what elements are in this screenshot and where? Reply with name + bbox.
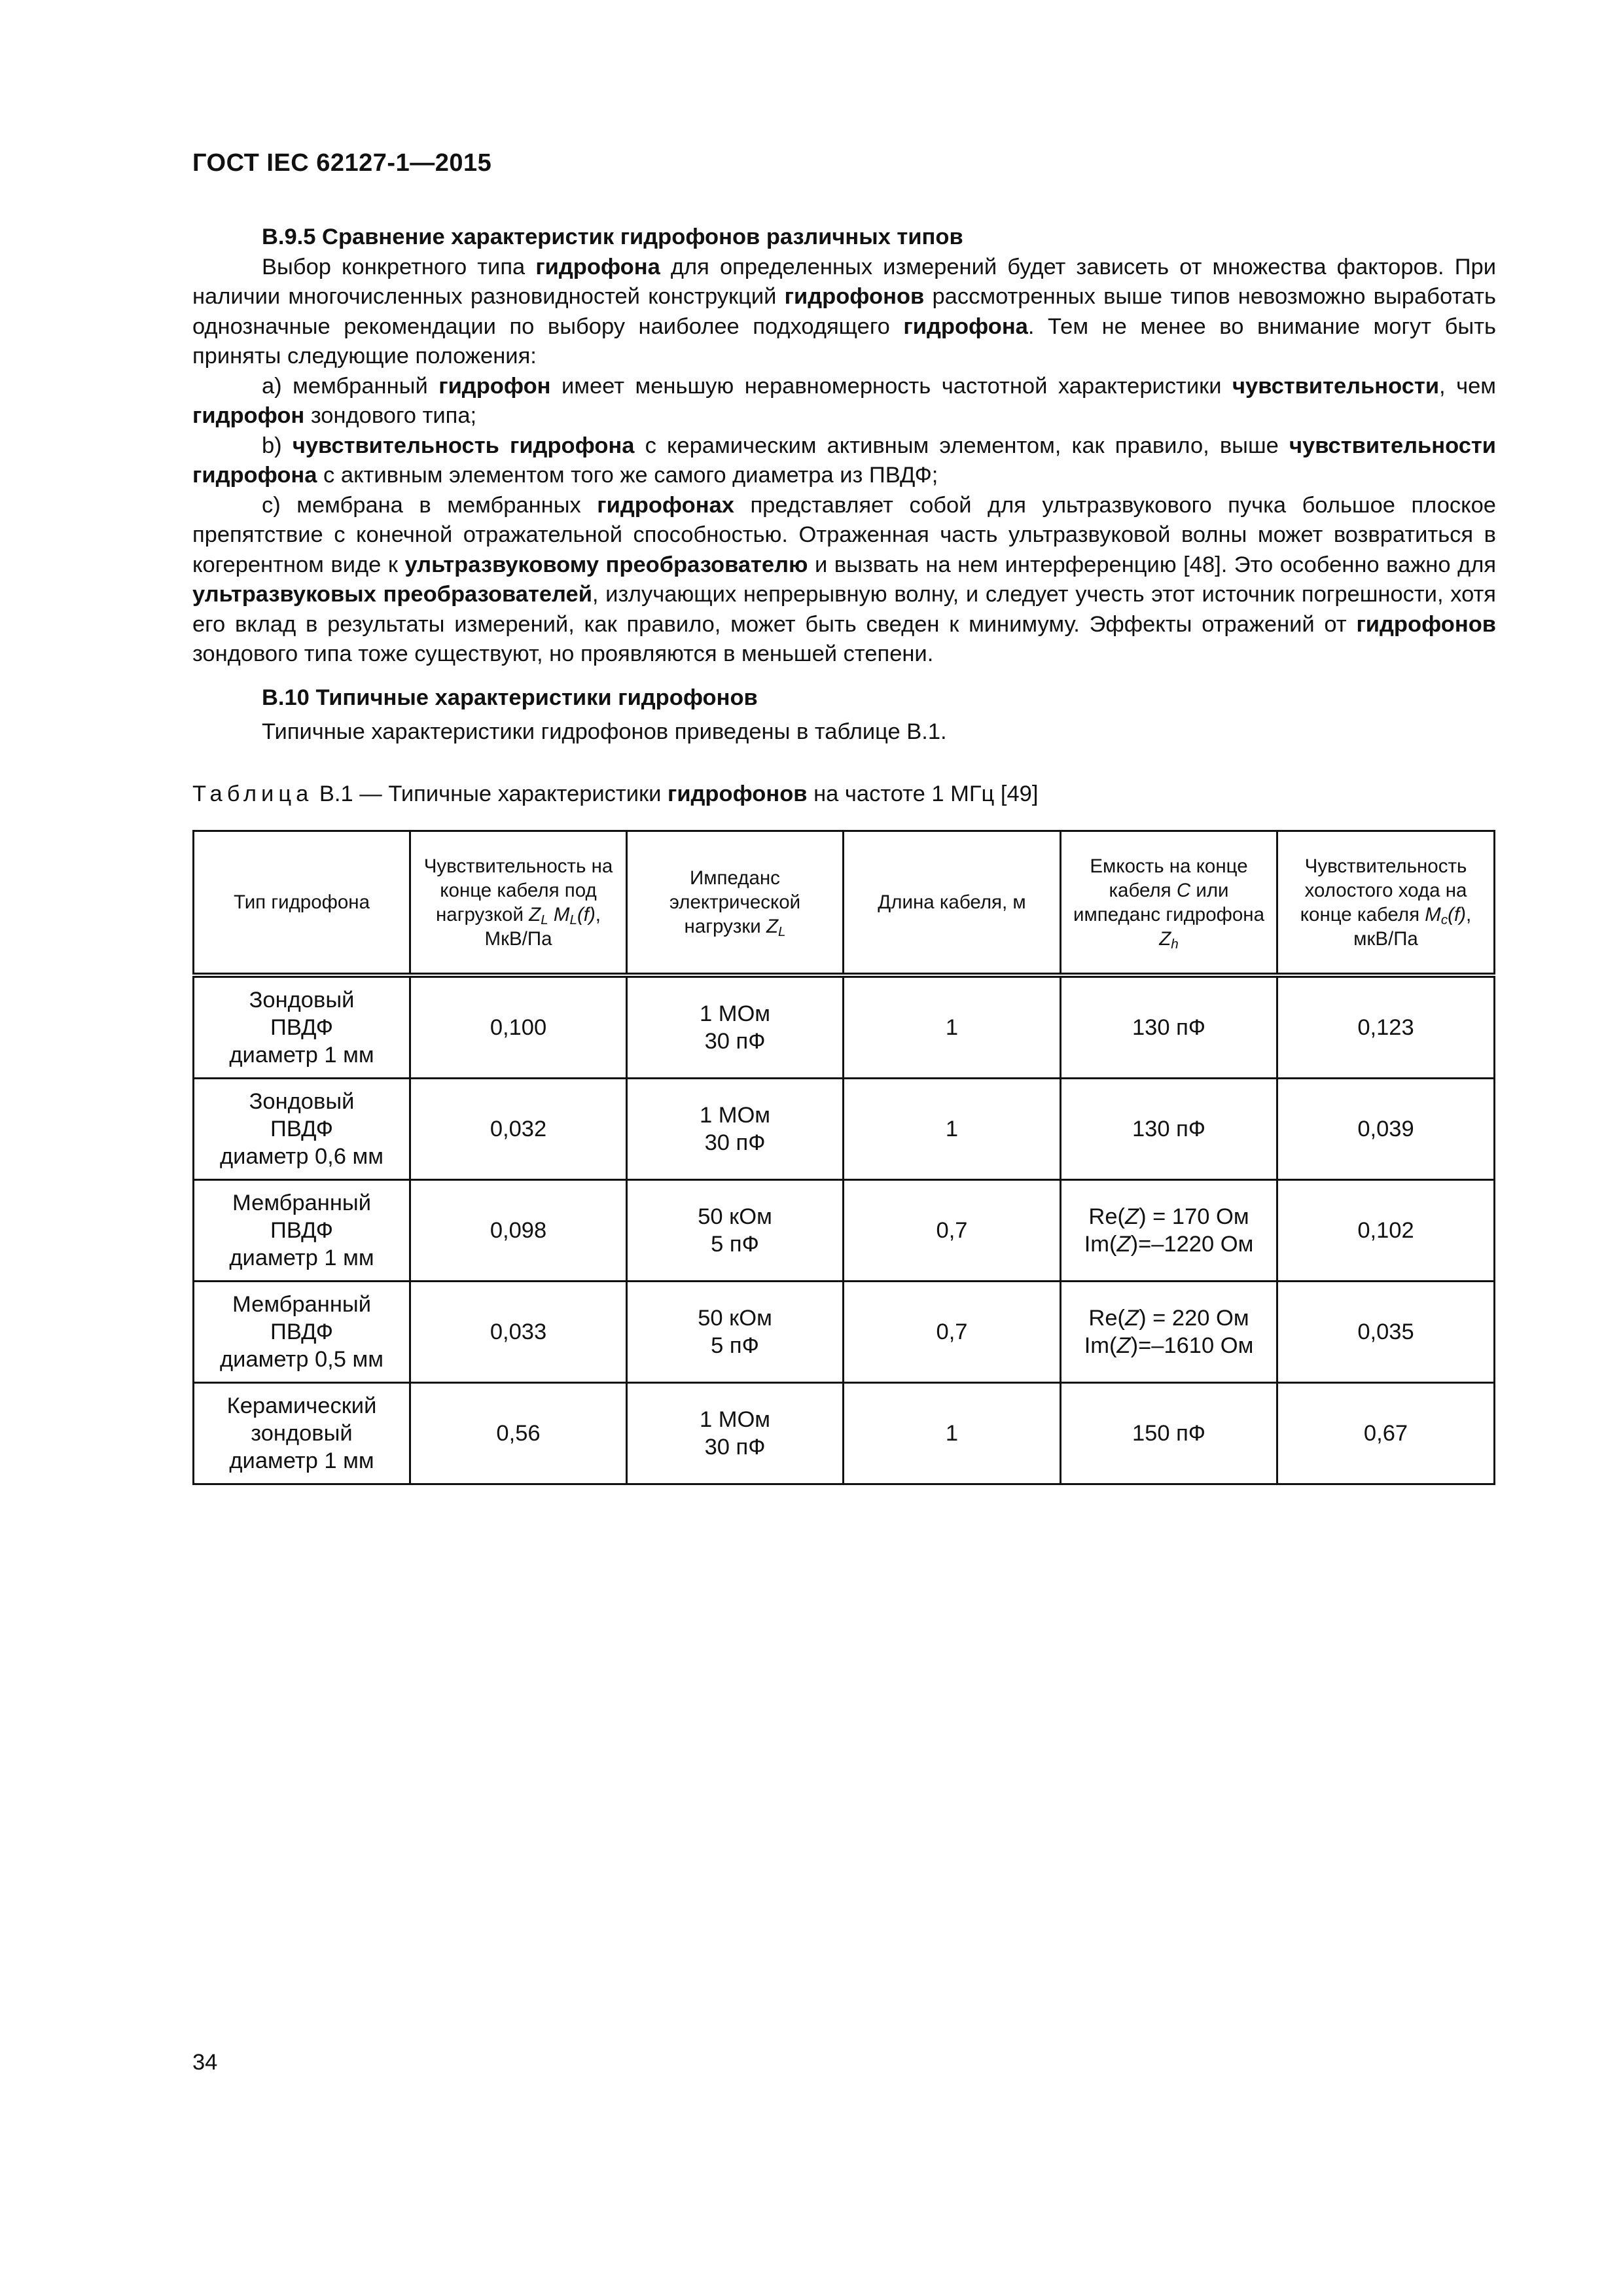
text-run: M [553,903,570,925]
cell-loaded-sensitivity: 0,033 [410,1282,627,1383]
cell-line: 30 пФ [704,1029,766,1054]
table-row [194,975,1495,1079]
list-item-a [192,372,1496,431]
text-run: представляет собой для ультразвукового пучка большое плоское препятствие с конечной отражательной способностью. Отраженная часть ультразвуковой волны может возвратиться в когерентном виде к [192,492,1496,577]
cell-load-impedance [627,1383,844,1484]
text-run: гидрофона [903,314,1028,339]
cell-open-circuit-sensitivity: 0,67 [1277,1383,1495,1484]
text-run: гидрофон [192,403,305,428]
cell-line [1067,1203,1271,1230]
text-run: Re( [1088,1204,1125,1229]
table-caption [192,781,1038,807]
text-run: гидрофонов [667,781,808,806]
cell-type [194,1180,410,1282]
cell-line: диаметр 0,5 мм [220,1347,383,1372]
cell-line [1067,1014,1271,1041]
cell-line: 1 МОм [699,1407,771,1432]
section-b95-heading: В.9.5 Сравнение характеристик гидрофонов различных типов [262,224,963,249]
cell-load-impedance [627,975,844,1079]
text-run: гидрофонах [597,492,734,518]
text-run: Im( [1084,1333,1117,1358]
cell-line: диаметр 1 мм [229,1448,374,1473]
text-run: , мкВ/Па [1353,903,1472,950]
text-run: с активным элементом того же самого диаметра из ПВДФ; [317,463,938,488]
text-run: , излучающих непрерывную волну, и следует учесть этот источник погрешности, хотя его вклад в результаты измерений, как правило, может быть сведен к минимуму. Эффекты отражений от [192,582,1496,637]
text-run: для определенных измерений будет зависеть от множества факторов. При наличии многочисленных разновидностей конструкций [192,254,1496,309]
text-run [548,904,554,925]
cell-load-impedance [627,1079,844,1180]
text-run: Чувствительность холостого хода на конце кабеля [1300,855,1467,925]
text-run: Z [529,903,541,925]
text-run: Емкость на конце кабеля [1090,855,1248,901]
header-capacitance [1061,831,1277,976]
header-cable-length [844,831,1061,976]
text-run: гидрофонов [784,284,925,309]
cell-open-circuit-sensitivity: 0,102 [1277,1180,1495,1282]
cell-capacitance [1061,1282,1277,1383]
cell-type [194,1282,410,1383]
text-run: 130 пФ [1132,1117,1206,1141]
cell-loaded-sensitivity: 0,56 [410,1383,627,1484]
text-run: Re( [1088,1306,1125,1331]
cell-line: Зондовый [249,988,355,1013]
header-open-circuit-sensitivity [1277,831,1495,976]
text-run: с керамическим активным элементом, как правило, выше [634,433,1289,458]
text-run: c [1440,912,1448,927]
text-run: C [1176,879,1191,901]
cell-loaded-sensitivity: 0,100 [410,975,627,1079]
cell-line: Зондовый [249,1089,355,1114]
text-run: гидрофонов [1356,611,1496,637]
cell-line: ПВДФ [270,1319,333,1344]
text-run: (f) [1448,903,1466,925]
cell-load-impedance [627,1180,844,1282]
text-run: Z [1116,1333,1131,1358]
cell-cable-length: 0,7 [844,1180,1061,1282]
text-run: Z [1116,1232,1131,1257]
text-run: чувствительности гидрофона [192,433,1497,488]
text-run: чувствительность гидрофона [292,433,635,458]
cell-line: Керамический [226,1393,377,1418]
text-run: ) = 170 Ом [1139,1204,1249,1229]
cell-line: 1 МОм [699,1001,771,1026]
text-run: Z [766,916,778,937]
table-header-row [194,831,1495,976]
text-run: h [1171,936,1179,952]
section-b10-heading: В.10 Типичные характеристики гидрофонов [262,685,758,710]
text-run: ультразвуковых преобразователей [192,582,592,607]
cell-type [194,1383,410,1484]
section-b95 [192,223,1496,670]
table-row [194,1383,1495,1484]
text-run: Тип гидрофона [233,891,370,913]
text-run: b) [262,433,293,458]
cell-line: 5 пФ [711,1232,759,1257]
section-b95-intro [192,253,1496,372]
text-run: Выбор конкретного типа [262,254,536,279]
table-row [194,1079,1495,1180]
cell-line: зондовый [251,1421,353,1446]
text-run: а) мембранный [262,373,439,399]
text-run: зондового типа тоже существуют, но проявляются в меньшей степени. [192,641,934,666]
cell-line: 50 кОм [698,1306,772,1331]
text-run: на частоте 1 МГц [49] [807,781,1039,806]
text-run: (f) [577,903,596,925]
text-run: или импеданс гидрофона [1073,879,1264,925]
text-run: гидрофон [438,373,551,399]
text-run: , чем [1439,373,1496,399]
text-run: , МкВ/Па [484,903,601,950]
header-type [194,831,410,976]
cell-open-circuit-sensitivity: 0,035 [1277,1282,1495,1383]
table-row [194,1282,1495,1383]
text-run: L [541,912,548,927]
cell-line: диаметр 0,6 мм [220,1144,383,1169]
cell-line [1067,1420,1271,1447]
header-load-impedance [627,831,844,976]
cell-line: ПВДФ [270,1015,333,1040]
text-run: с) мембрана в мембранных [262,492,597,518]
text-run: зондового типа; [304,403,477,428]
cell-cable-length: 1 [844,1383,1061,1484]
text-run: Длина кабеля, м [878,891,1026,913]
text-run: гидрофона [535,254,660,279]
text-run: ) = 220 Ом [1139,1306,1249,1331]
cell-line: ПВДФ [270,1117,333,1141]
cell-type [194,975,410,1079]
cell-line: 30 пФ [704,1130,766,1155]
section-b10 [192,683,1496,747]
cell-loaded-sensitivity: 0,098 [410,1180,627,1282]
cell-line: Мембранный [232,1292,371,1317]
text-run: Импеданс электрической нагрузки [669,867,801,937]
cell-load-impedance [627,1282,844,1383]
text-run: Im( [1084,1232,1117,1257]
table-body [194,975,1495,1484]
cell-cable-length: 0,7 [844,1282,1061,1383]
hydrophone-table [192,830,1495,1485]
cell-capacitance [1061,1079,1277,1180]
cell-line: 30 пФ [704,1435,766,1460]
text-run: чувствительности [1232,373,1440,399]
cell-line [1067,1304,1271,1332]
text-run: В.1 — Типичные характеристики [313,781,668,806]
cell-capacitance [1061,1180,1277,1282]
text-run: и вызвать на нем интерференцию [48]. Это особенно важно для [808,552,1497,577]
list-item-c [192,491,1496,670]
cell-type [194,1079,410,1180]
cell-line [1067,1230,1271,1258]
text-run: Z [1159,927,1171,950]
text-run: Z [1125,1306,1139,1331]
page-number: 34 [192,2050,218,2075]
cell-line: 5 пФ [711,1333,759,1358]
cell-open-circuit-sensitivity: 0,039 [1277,1079,1495,1180]
text-run: )=–1610 Ом [1130,1333,1254,1358]
cell-capacitance [1061,1383,1277,1484]
list-item-b [192,431,1496,491]
cell-line: Мембранный [232,1191,371,1215]
header-loaded-sensitivity [410,831,627,976]
text-run: )=–1220 Ом [1130,1232,1254,1257]
text-run: 130 пФ [1132,1015,1206,1040]
cell-line: диаметр 1 мм [229,1043,374,1067]
text-run: Чувствительность на конце кабеля под нагрузкой [423,855,613,925]
text-run: ультразвуковому преобразователю [404,552,808,577]
text-run: L [569,912,577,927]
cell-line [1067,1115,1271,1143]
text-run: M [1425,903,1441,925]
cell-capacitance [1061,975,1277,1079]
cell-cable-length: 1 [844,975,1061,1079]
cell-cable-length: 1 [844,1079,1061,1180]
cell-line: диаметр 1 мм [229,1246,374,1270]
cell-line: 50 кОм [698,1204,772,1229]
cell-line [1067,1332,1271,1359]
cell-open-circuit-sensitivity: 0,123 [1277,975,1495,1079]
section-b10-text: Типичные характеристики гидрофонов приведены в таблице В.1. [262,719,947,744]
document-id-header: ГОСТ IEC 62127-1—2015 [192,149,492,177]
cell-loaded-sensitivity: 0,032 [410,1079,627,1180]
text-run: 150 пФ [1132,1421,1206,1446]
cell-line: 1 МОм [699,1103,771,1128]
text-run: имеет меньшую неравномерность частотной характеристики [550,373,1232,399]
text-run: рассмотренных выше типов невозможно выработать однозначные рекомендации по выбору наиболее подходящего [192,284,1496,339]
text-run: Z [1125,1204,1139,1229]
table-row [194,1180,1495,1282]
text-run: L [777,924,786,940]
text-run: Таблица [192,781,313,806]
text-run: . Тем не менее во внимание могут быть приняты следующие положения: [192,314,1496,368]
cell-line: ПВДФ [270,1218,333,1243]
